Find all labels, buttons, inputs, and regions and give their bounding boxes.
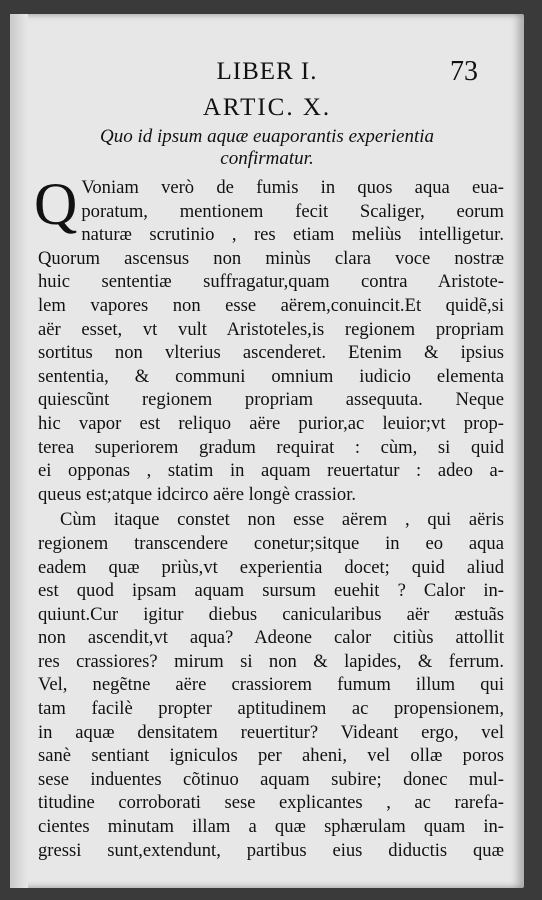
page-header [10,58,524,88]
text-line: non ascendit,vt aqua? Adeone calor citiùs attollit [38,627,504,649]
text-line: in aquæ densitatem reuertitur? Videant ergo, vel [38,721,504,743]
text-line: eadem quæ priùs,vt experientia docet; quid aliud [38,556,504,578]
text-line: lem vapores non esse aërem,conuincit.Et quidẽ,si [38,294,504,316]
text-line: est quod ipsam aquam sursum euehit ? Calor in- [38,580,504,602]
text-line: titudine corroborati sese explicantes , ac rarefa- [38,792,504,814]
text-line: poratum, mentionem fecit Scaliger, eorum [81,200,504,222]
text-line: sese induentes cõtinuo aquam subire; donec mul- [38,768,504,790]
text-line: queus est;atque idcirco aëre longè crassior. [38,483,357,505]
text-line: cientes minutam illam a quæ sphærulam quam in- [38,816,504,838]
section-subtitle [10,126,524,170]
text-line: tam facilè propter aptitudinem ac propensionem, [38,698,504,720]
text-line: regionem transcendere conetur;sitque in eo aqua [38,532,504,554]
text-line: ei opponas , statim in aquam reuertatur : adeo a- [38,460,504,482]
text-line: res crassiores? mirum si non & lapides, & ferrum. [38,650,504,672]
text-line: Quorum ascensus non minùs clara voce nostræ [38,247,504,269]
drop-cap: Q [34,171,78,237]
text-line: hic vapor est reliquo aëre purior,ac leuior;vt prop- [38,412,504,434]
page-number: 73 [450,56,478,87]
section-heading: ARTIC. X. [202,94,332,121]
subtitle-line: Quo id ipsum aquæ euaporantis experientia [99,126,435,147]
text-line: sortitus non vlterius ascenderet. Etenim & ipsius [38,342,504,364]
text-line: sententia, & communi omnium iudicio elementa [38,365,504,387]
text-line: quiescũnt regionem propriam assequuta. Neque [38,389,504,411]
body-text [34,171,504,862]
text-line: naturæ scrutinio , res etiam meliùs intelligetur. [81,224,504,246]
text-line: aër esset, vt vult Aristoteles,is regionem propriam [38,318,504,340]
text-line: huic sententiæ suffragatur,quam contra Aristote- [38,271,504,293]
paragraph-1 [34,171,504,506]
book-page [10,14,524,888]
paragraph-2 [38,508,504,862]
text-line: quiunt.Cur igitur diebus canicularibus aër æstuãs [38,603,504,625]
text-line: gressi sunt,extendunt, partibus eius diductis quæ [38,839,504,861]
text-line: Vel, negẽtne aëre crassiorem fumum illum qui [38,674,504,696]
subtitle-line: confirmatur. [220,148,314,169]
running-title: LIBER I. [216,58,318,85]
text-line: Cùm itaque constet non esse aërem , qui aëris [60,509,504,531]
text-line: terea superiorem gradum requirat : cùm, si quid [38,436,504,458]
text-line: Voniam verò de fumis in quos aqua eua- [81,177,504,198]
text-line: sanè sentiant igniculos per aheni, vel ollæ poros [38,745,504,767]
